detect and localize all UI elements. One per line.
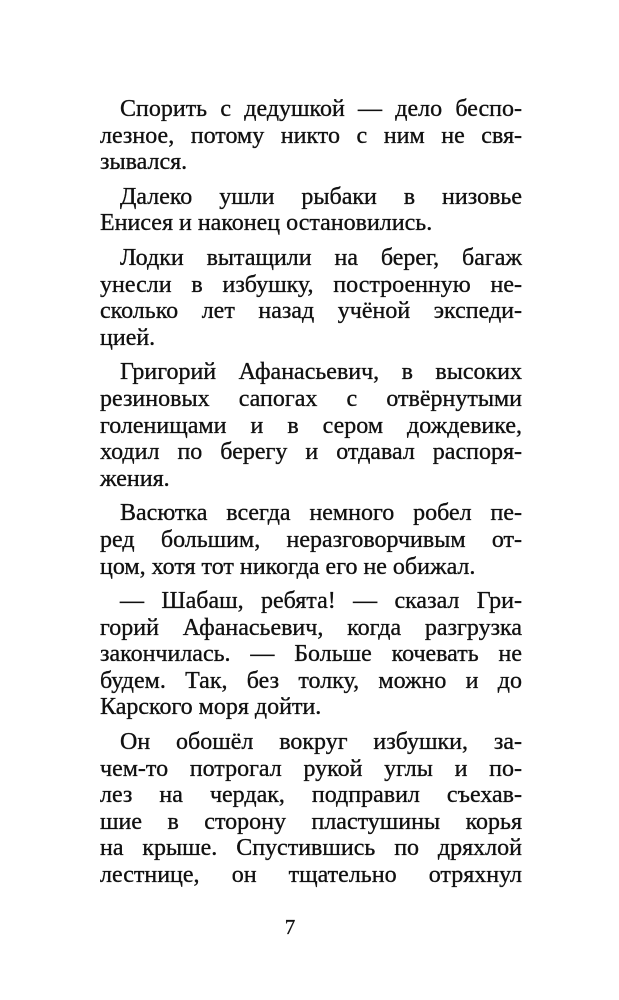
paragraph: [100, 359, 522, 492]
text-line: Григорий Афанасьевич, в высоких: [120, 359, 522, 386]
text-line: жения.: [100, 465, 170, 492]
paragraph: [100, 96, 522, 176]
text-line: шие в сторону пластушины корья: [100, 808, 522, 835]
text-line: Енисея и наконец остановились.: [100, 210, 433, 237]
text-line: ходил по берегу и отдавал распоря-: [100, 439, 522, 466]
paragraph: [100, 245, 522, 351]
paragraph: [100, 500, 522, 580]
text-line: лестнице, он тщательно отряхнул: [100, 862, 522, 889]
text-line: лез на чердак, подправил съехав-: [100, 782, 522, 809]
text-line: лезное, потому никто с ним не свя-: [100, 122, 522, 149]
text-line: Карского моря дойти.: [100, 694, 322, 721]
text-line: Лодки вытащили на берег, багаж: [120, 244, 522, 271]
text-line: унесли в избушку, построенную не-: [100, 271, 522, 298]
text-line: горий Афанасьевич, когда разгрузка: [100, 614, 522, 641]
text-line: Спорить с дедушкой — дело беспо-: [120, 96, 522, 122]
text-line: цией.: [100, 324, 156, 351]
page-number: 7: [284, 915, 296, 939]
text-line: резиновых сапогах с отвёрнутыми: [100, 385, 522, 412]
text-line: закончилась. — Больше кочевать не: [100, 641, 522, 668]
text-line: Далеко ушли рыбаки в низовье: [120, 183, 522, 210]
paragraph: [100, 588, 522, 721]
text-line: ред большим, неразговорчивым от-: [100, 526, 522, 553]
text-line: будем. Так, без толку, можно и до: [100, 667, 522, 694]
text-line: — Шабаш, ребята! — сказал Гри-: [120, 588, 522, 615]
paragraph: [100, 184, 522, 237]
text-line: зывался.: [100, 149, 188, 176]
text-line: чем-то потрогал рукой углы и по-: [100, 755, 522, 782]
text-line: на крыше. Спустившись по дряхлой: [100, 835, 522, 862]
text-line: голенищами и в сером дождевике,: [100, 412, 522, 439]
text-column: [100, 96, 522, 889]
text-line: Он обошёл вокруг избушки, за-: [120, 729, 522, 756]
text-line: цом, хотя тот никогда его не обижал.: [100, 553, 476, 580]
paragraph: [100, 729, 522, 889]
text-line: сколько лет назад учёной экспеди-: [100, 298, 522, 325]
text-line: Васютка всегда немного робел пе-: [120, 500, 522, 527]
